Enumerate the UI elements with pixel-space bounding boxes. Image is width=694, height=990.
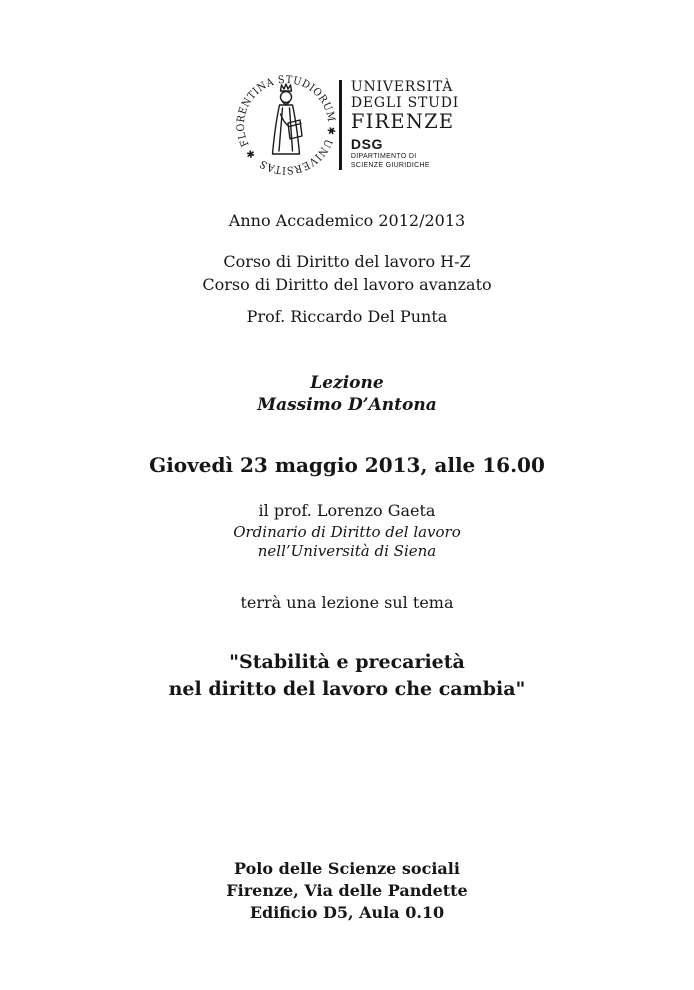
- course-line: Corso di Diritto del lavoro H-Z: [223, 252, 471, 271]
- university-seal-icon: [235, 74, 337, 176]
- lecture-title-line: nel diritto del lavoro che cambia": [168, 678, 526, 700]
- course-line: Corso di Diritto del lavoro avanzato: [202, 275, 492, 294]
- department-acronym: DSG: [350, 136, 384, 152]
- lecture-datetime: Giovedì 23 maggio 2013, alle 16.00: [149, 453, 545, 477]
- speaker-title-line: nell’Università di Siena: [257, 542, 437, 560]
- svg-text:✱ FLORENTINA STUDIORUM ✱ UNIVE: [235, 74, 337, 176]
- lecture-intro: terrà una lezione sul tema: [240, 593, 454, 612]
- venue-line: Firenze, Via delle Pandette: [226, 881, 468, 900]
- academic-year: Anno Accademico 2012/2013: [228, 211, 466, 230]
- lecture-title-line: "Stabilità e precarietà: [229, 651, 465, 673]
- venue-line: Edificio D5, Aula 0.10: [249, 903, 445, 922]
- university-wordmark: [351, 80, 459, 170]
- university-name-line: FIRENZE: [350, 110, 455, 133]
- department-name-line: DIPARTIMENTO DI: [350, 153, 417, 160]
- university-name-line: UNIVERSITÀ: [350, 79, 454, 95]
- speaker-title-line: Ordinario di Diritto del lavoro: [233, 523, 461, 541]
- lecture-series-line: Massimo D’Antona: [257, 395, 437, 415]
- course-professor: Prof. Riccardo Del Punta: [246, 307, 448, 326]
- logo-divider: [339, 80, 342, 170]
- seal-inscription: ✱ FLORENTINA STUDIORUM ✱ UNIVERSITAS: [234, 74, 337, 176]
- seal-figure: [272, 84, 302, 154]
- university-name-line: DEGLI STUDI: [350, 94, 460, 111]
- lecture-series-line: Lezione: [310, 373, 384, 393]
- speaker-name: il prof. Lorenzo Gaeta: [258, 501, 436, 520]
- department-name-line: SCIENZE GIURIDICHE: [350, 162, 430, 169]
- venue-line: Polo delle Scienze sociali: [234, 859, 460, 878]
- university-logo: [0, 74, 694, 176]
